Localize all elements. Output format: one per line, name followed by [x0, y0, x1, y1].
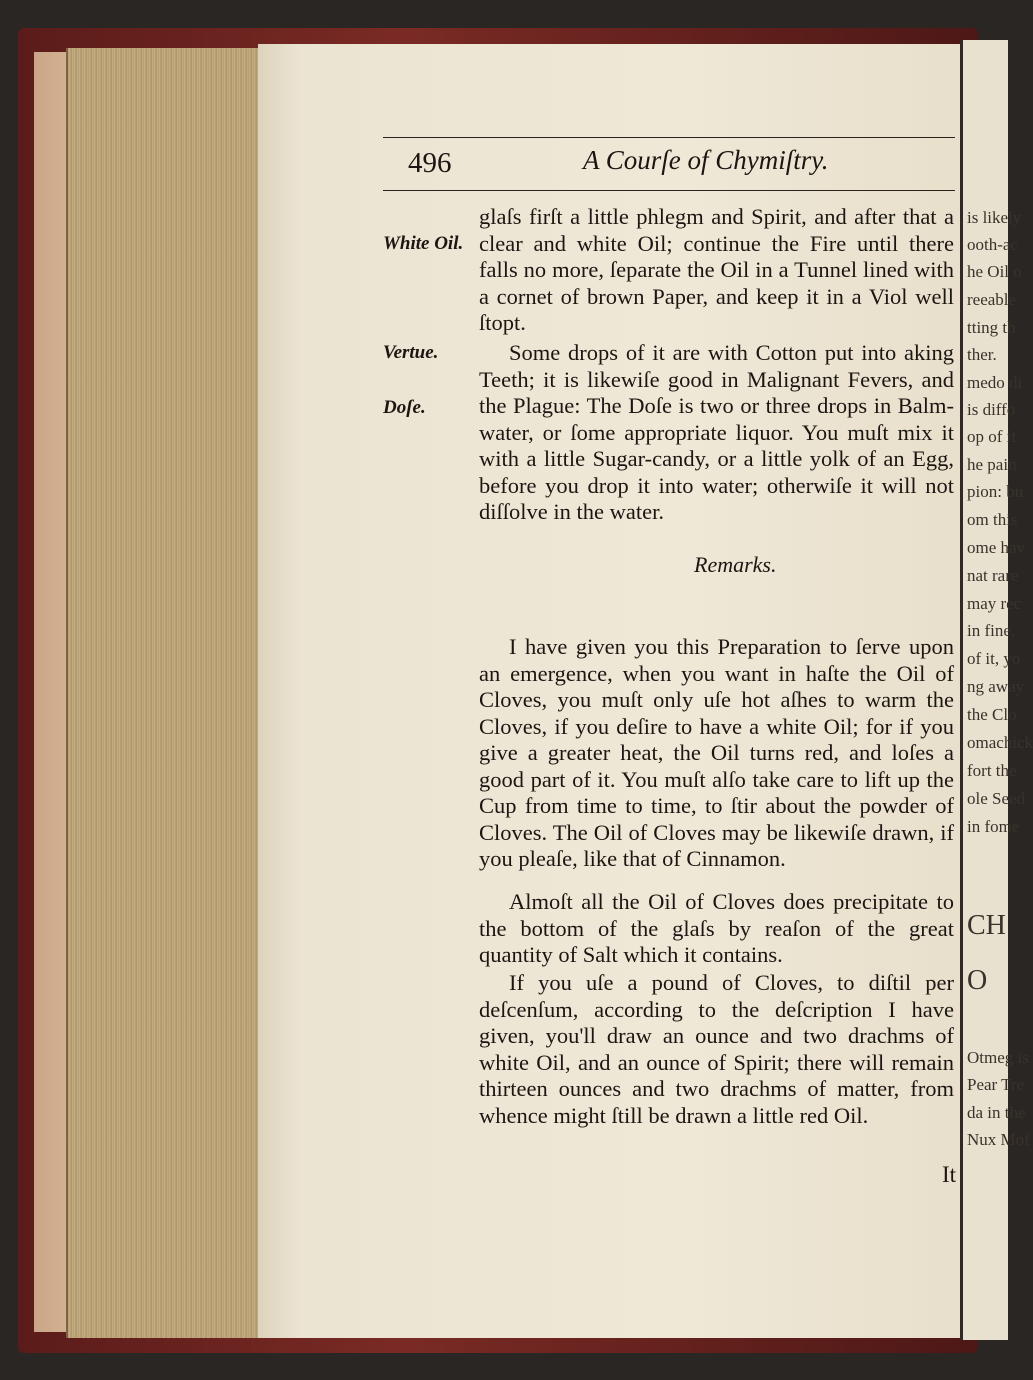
next-page-fragment: may rec: [967, 594, 1022, 613]
next-page-fragment: da in the: [967, 1103, 1026, 1122]
page-edges: [66, 48, 269, 1338]
header-top-rule: [383, 137, 955, 138]
next-page-fragment: of it, yo: [967, 649, 1021, 668]
next-page-fragment: Pear Tre: [967, 1075, 1025, 1094]
next-page-fragment: in fome: [967, 817, 1020, 836]
next-page-fragment: CH: [967, 910, 1006, 941]
next-page-fragment: he Oil o: [967, 262, 1022, 281]
next-page-fragment: O: [967, 965, 988, 996]
next-page-fragment: Otmeg is: [967, 1048, 1029, 1067]
book-page: [258, 44, 970, 1338]
paragraph-3-block: [479, 634, 954, 873]
paragraph-1-block: [479, 204, 954, 337]
paragraph-5-block: [479, 970, 954, 1129]
page-number: 496: [408, 147, 452, 179]
next-page-fragment: pion: bu: [967, 482, 1024, 501]
margin-note-dose: Doſe.: [383, 397, 426, 418]
paragraph-per-descensum: If you uſe a pound of Cloves, to diſtil per deſcenſum, according to the deſcription I have given, you'll draw an ounce and two drachms of white Oil, and an ounce of Spirit; there will remain thirteen ounces and two drachms of matter, from whence might ſtill be drawn a little red Oil.: [479, 970, 954, 1128]
next-page-fragment: ole Seed: [967, 789, 1026, 808]
next-page-fragment: medo di: [967, 373, 1023, 392]
next-page-fragment: reeable: [967, 290, 1017, 309]
running-title: A Courſe of Chymiſtry.: [583, 145, 829, 175]
paragraph-2-block: [479, 340, 954, 526]
next-page-fragment: ther.: [967, 345, 997, 364]
remarks-heading: Remarks.: [694, 552, 777, 577]
next-page-fragment: ooth-ac: [967, 235, 1018, 254]
paragraph-vertue: Some drops of it are with Cotton put into aking Teeth; it is likewiſe good in Malignant Fevers, and the Plague: The Doſe is two or three drops in Balm-water, or ſome appropriate liquor. You muſt mix it with a little Sugar-candy, or a little yolk of an Egg, before you drop it into water; otherwiſe it will not diſſolve in the water.: [479, 340, 954, 524]
next-page-fragment: he pain: [967, 455, 1017, 474]
next-page-fragment: tting th: [967, 318, 1016, 337]
margin-note-white-oil: White Oil.: [383, 233, 464, 254]
catchword: It: [942, 1162, 957, 1187]
paragraph-precipitate: Almoſt all the Oil of Cloves does precipitate to the bottom of the glaſs by reaſon of the great quantity of Salt which it contains.: [479, 889, 954, 967]
next-page-fragment: is diffo: [967, 400, 1016, 419]
next-page-fragment: nat rare: [967, 566, 1019, 585]
paragraph-4-block: [479, 889, 954, 969]
next-page-fragment: om this: [967, 510, 1018, 529]
next-page-fragment: ome hav: [967, 538, 1026, 557]
margin-note-vertue: Vertue.: [383, 342, 439, 363]
paragraph-distillation: glaſs firſt a little phlegm and Spirit, and after that a clear and white Oil; continue the Fire until there falls no more, ſeparate the Oil in a Tunnel lined with a cornet of brown Paper, and keep it in a Viol well ſtopt.: [479, 204, 954, 335]
next-page-fragment: in fine,: [967, 621, 1016, 640]
next-page-fragment: Nux Mof: [967, 1130, 1030, 1149]
paragraph-remarks: I have given you this Preparation to ſerve upon an emergence, when you want in haſte the Oil of Cloves, you muſt only uſe hot aſhes to warm the Cloves, if you deſire to have a white Oil; for if you give a greater heat, the Oil turns red, and loſes a good part of it. You muſt alſo take care to lift up the Cup from time to time, to ſtir about the powder of Cloves. The Oil of Cloves may be likewiſe drawn, if you pleaſe, like that of Cinnamon.: [479, 634, 954, 871]
next-page-fragment: is likely: [967, 208, 1022, 227]
next-page-fragment: omachick: [967, 733, 1033, 752]
next-page-fragment: op of it: [967, 427, 1017, 446]
header-bottom-rule: [383, 190, 955, 191]
next-page-fragment: ng away: [967, 677, 1025, 696]
next-page-fragment: the Clo: [967, 705, 1017, 724]
next-page-fragment: fort the: [967, 761, 1017, 780]
next-page-edge: [960, 40, 1033, 1340]
